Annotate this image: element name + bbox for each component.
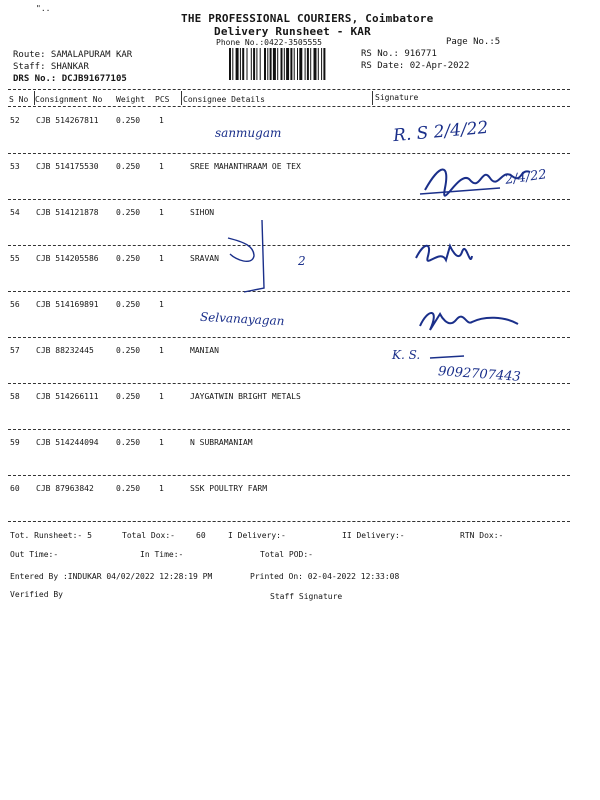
row-divider bbox=[8, 245, 570, 246]
route: Route: SAMALAPURAM KAR bbox=[13, 50, 133, 60]
handwritten-date: 2/4/22 bbox=[504, 167, 548, 188]
row-pcs: 1 bbox=[159, 484, 164, 493]
divider bbox=[8, 106, 570, 107]
handwritten-phone: 9092707443 bbox=[437, 364, 522, 385]
row-consignment: CJB 514169891 bbox=[36, 300, 99, 309]
rs-date: RS Date: 02-Apr-2022 bbox=[361, 61, 470, 71]
row-divider bbox=[8, 383, 570, 384]
total-dox-value: 60 bbox=[196, 531, 206, 540]
row-sno: 57 bbox=[10, 346, 20, 355]
row-weight: 0.250 bbox=[116, 254, 141, 263]
row-divider bbox=[8, 199, 570, 200]
staff-name: Staff: SHANKAR bbox=[13, 62, 89, 72]
row-weight: 0.250 bbox=[116, 300, 141, 309]
row-sno: 53 bbox=[10, 162, 20, 171]
row-sno: 56 bbox=[10, 300, 20, 309]
row-weight: 0.250 bbox=[116, 208, 141, 217]
signature-scribble bbox=[428, 352, 468, 362]
row-divider bbox=[8, 475, 570, 476]
handwritten-name: sanmugam bbox=[215, 126, 282, 140]
page-number: Page No.:5 bbox=[446, 37, 501, 47]
verified-by: Verified By bbox=[10, 590, 63, 599]
handwritten-name: Selvanayagan bbox=[199, 309, 285, 329]
row-consignment: CJB 514175530 bbox=[36, 162, 99, 171]
col-pcs: PCS bbox=[155, 95, 170, 104]
col-separator bbox=[34, 91, 35, 105]
signature-scribble bbox=[410, 238, 480, 272]
rs-number: RS No.: 916771 bbox=[361, 49, 437, 59]
col-sno: S No bbox=[9, 95, 29, 104]
row-pcs: 1 bbox=[159, 300, 164, 309]
first-delivery: I Delivery:- bbox=[228, 531, 286, 540]
row-weight: 0.250 bbox=[116, 438, 141, 447]
row-consignee: JAYGATWIN BRIGHT METALS bbox=[190, 392, 301, 401]
row-consignee: N SUBRAMANIAM bbox=[190, 438, 253, 447]
row-sno: 55 bbox=[10, 254, 20, 263]
company-name: THE PROFESSIONAL COURIERS, Coimbatore bbox=[181, 12, 434, 25]
row-consignee: SRAVAN bbox=[190, 254, 219, 263]
table-row bbox=[0, 438, 600, 448]
drs-number: DRS No.: DCJB91677105 bbox=[13, 74, 127, 84]
row-divider bbox=[8, 291, 570, 292]
col-signature: Signature bbox=[375, 93, 419, 102]
col-separator bbox=[181, 91, 182, 105]
table-row bbox=[0, 116, 600, 126]
row-consignment: CJB 514266111 bbox=[36, 392, 99, 401]
in-time: In Time:- bbox=[140, 550, 184, 559]
col-consignment: Consignment No bbox=[35, 95, 103, 104]
barcode-icon bbox=[229, 48, 359, 80]
row-pcs: 1 bbox=[159, 438, 164, 447]
col-consignee: Consignee Details bbox=[183, 95, 265, 104]
row-pcs: 1 bbox=[159, 162, 164, 171]
row-consignment: CJB 514121878 bbox=[36, 208, 99, 217]
row-consignment: CJB 87963842 bbox=[36, 484, 94, 493]
row-weight: 0.250 bbox=[116, 162, 141, 171]
second-delivery: II Delivery:- bbox=[342, 531, 405, 540]
runsheet-title: Delivery Runsheet - KAR bbox=[214, 25, 371, 38]
row-weight: 0.250 bbox=[116, 484, 141, 493]
row-sno: 59 bbox=[10, 438, 20, 447]
row-divider bbox=[8, 429, 570, 430]
divider bbox=[8, 89, 570, 90]
staff-signature-label: Staff Signature bbox=[270, 592, 343, 601]
row-sno: 58 bbox=[10, 392, 20, 401]
out-time: Out Time:- bbox=[10, 550, 59, 559]
row-pcs: 1 bbox=[159, 346, 164, 355]
row-pcs: 1 bbox=[159, 208, 164, 217]
row-weight: 0.250 bbox=[116, 116, 141, 125]
rtn-dox: RTN Dox:- bbox=[460, 531, 504, 540]
phone-number: Phone No.:0422-3505555 bbox=[216, 38, 322, 47]
table-row bbox=[0, 208, 600, 218]
row-sno: 60 bbox=[10, 484, 20, 493]
row-consignee: SREE MAHANTHRAAM OE TEX bbox=[190, 162, 301, 171]
row-consignment: CJB 88232445 bbox=[36, 346, 94, 355]
row-sno: 52 bbox=[10, 116, 20, 125]
row-pcs: 1 bbox=[159, 392, 164, 401]
row-consignee: MANIAN bbox=[190, 346, 219, 355]
table-row bbox=[0, 392, 600, 402]
row-divider bbox=[8, 153, 570, 154]
table-row bbox=[0, 346, 600, 356]
row-consignment: CJB 514267811 bbox=[36, 116, 99, 125]
row-pcs: 1 bbox=[159, 254, 164, 263]
row-sno: 54 bbox=[10, 208, 20, 217]
row-weight: 0.250 bbox=[116, 346, 141, 355]
row-weight: 0.250 bbox=[116, 392, 141, 401]
handwritten-bracket bbox=[224, 218, 274, 296]
entered-by: Entered By :INDUKAR 04/02/2022 12:28:19 PM bbox=[10, 572, 213, 581]
row-consignment: CJB 514244094 bbox=[36, 438, 99, 447]
handwritten-initials: K. S. bbox=[392, 348, 421, 362]
total-dox-label: Total Dox:- bbox=[122, 531, 175, 540]
row-pcs: 1 bbox=[159, 116, 164, 125]
printed-on: Printed On: 02-04-2022 12:33:08 bbox=[250, 572, 400, 581]
signature-scribble bbox=[414, 304, 524, 338]
row-consignee: SSK POULTRY FARM bbox=[190, 484, 268, 493]
divider bbox=[8, 521, 570, 522]
total-pod: Total POD:- bbox=[260, 550, 313, 559]
row-consignee: SIHON bbox=[190, 208, 215, 217]
col-weight: Weight bbox=[116, 95, 145, 104]
handwritten-signature: R. S 2/4/22 bbox=[392, 117, 490, 147]
corner-mark: ".. bbox=[36, 4, 51, 13]
handwritten-mark: 2 bbox=[298, 254, 306, 268]
table-row bbox=[0, 484, 600, 494]
col-separator bbox=[372, 91, 373, 105]
total-runsheet: Tot. Runsheet:- 5 bbox=[10, 531, 92, 540]
row-consignment: CJB 514205586 bbox=[36, 254, 99, 263]
